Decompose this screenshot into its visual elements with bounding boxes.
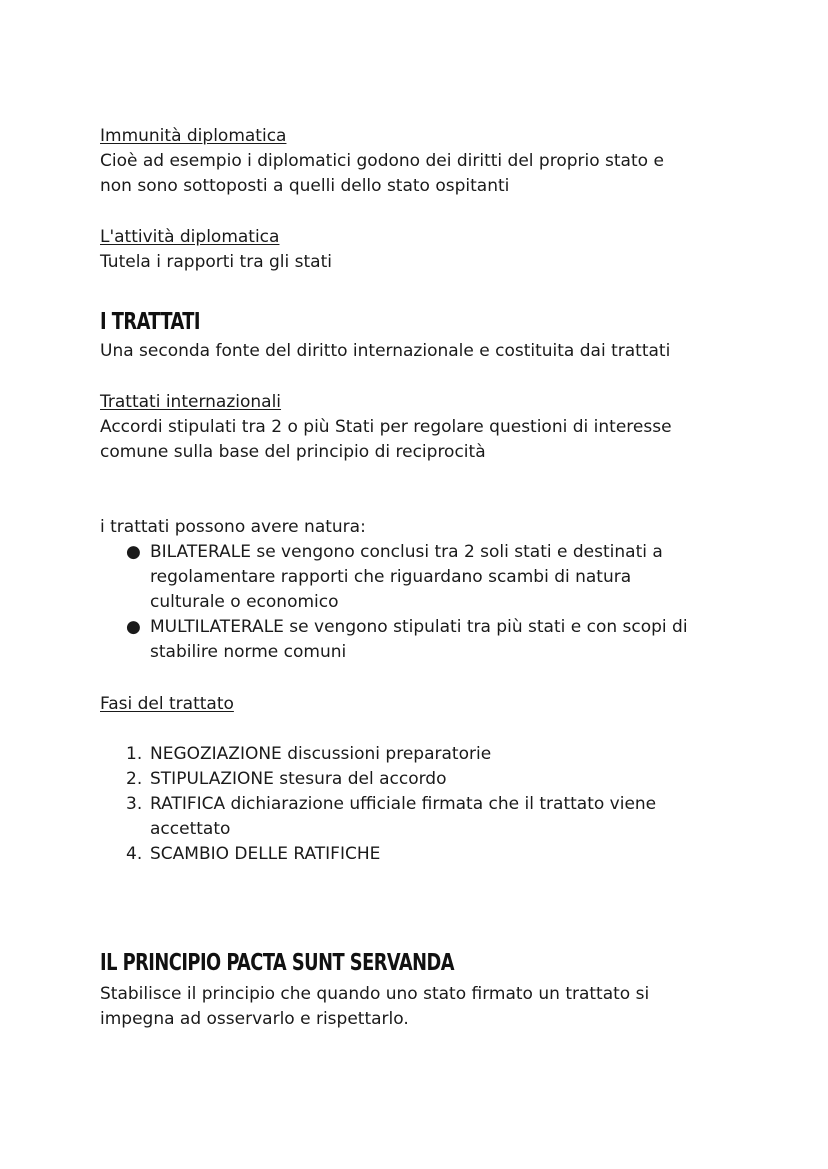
paragraph-line: comune sulla base del principio di reciprocità <box>100 442 486 462</box>
list-item <box>100 767 740 792</box>
list-item-line: regolamentare rapporti che riguardano scambi di natura <box>150 567 632 587</box>
heading-pacta: IL PRINCIPIO PACTA SUNT SERVANDA <box>100 950 454 976</box>
subheading-immunita: Immunità diplomatica <box>100 126 287 146</box>
list-item <box>100 842 740 867</box>
list-item-line: MULTILATERALE se vengono stipulati tra più stati e con scopi di <box>150 617 688 637</box>
list-number: 1. <box>126 744 143 764</box>
numbered-list <box>100 742 740 867</box>
subheading-fasi: Fasi del trattato <box>100 694 234 714</box>
paragraph-line: Tutela i rapporti tra gli stati <box>100 252 332 272</box>
section-trattati <box>100 307 740 364</box>
section-immunita <box>100 124 740 199</box>
paragraph-line: i trattati possono avere natura: <box>100 517 366 537</box>
list-item-line: RATIFICA dichiarazione ufficiale firmata che il trattato viene <box>150 794 657 814</box>
list-item-line: accettato <box>150 819 231 839</box>
paragraph-line: Accordi stipulati tra 2 o più Stati per regolare questioni di interesse <box>100 417 672 437</box>
section-trattati-internazionali <box>100 390 740 465</box>
list-item <box>100 615 760 665</box>
paragraph-line: Stabilisce il principio che quando uno stato firmato un trattato si <box>100 984 650 1004</box>
paragraph-line: Una seconda fonte del diritto internazionale e costituita dai trattati <box>100 341 671 361</box>
bullet-marker: ● <box>126 542 141 562</box>
list-number: 3. <box>126 794 143 814</box>
bullet-marker: ● <box>126 617 141 637</box>
list-item-line: NEGOZIAZIONE discussioni preparatorie <box>150 744 492 764</box>
section-fasi-list <box>100 742 740 867</box>
heading-trattati: I TRATTATI <box>100 309 200 335</box>
subheading-trattati-internazionali: Trattati internazionali <box>100 392 282 412</box>
section-attivita <box>100 225 740 275</box>
list-item-line: BILATERALE se vengono conclusi tra 2 soli stati e destinati a <box>150 542 663 562</box>
list-item-line: STIPULAZIONE stesura del accordo <box>150 769 447 789</box>
section-natura <box>100 515 760 665</box>
paragraph-line: impegna ad osservarlo e rispettarlo. <box>100 1009 409 1029</box>
list-item <box>100 742 740 767</box>
list-number: 4. <box>126 844 143 864</box>
paragraph-line: Cioè ad esempio i diplomatici godono dei diritti del proprio stato e <box>100 151 664 171</box>
section-fasi <box>100 692 740 717</box>
list-item-line: SCAMBIO DELLE RATIFICHE <box>150 844 381 864</box>
list-item <box>100 792 740 842</box>
section-pacta <box>100 948 740 1032</box>
paragraph-line: non sono sottoposti a quelli dello stato ospitanti <box>100 176 510 196</box>
list-item-line: stabilire norme comuni <box>150 642 347 662</box>
list-item <box>100 540 760 615</box>
bullet-list <box>100 540 760 665</box>
list-number: 2. <box>126 769 143 789</box>
subheading-attivita: L'attività diplomatica <box>100 227 280 247</box>
list-item-line: culturale o economico <box>150 592 339 612</box>
